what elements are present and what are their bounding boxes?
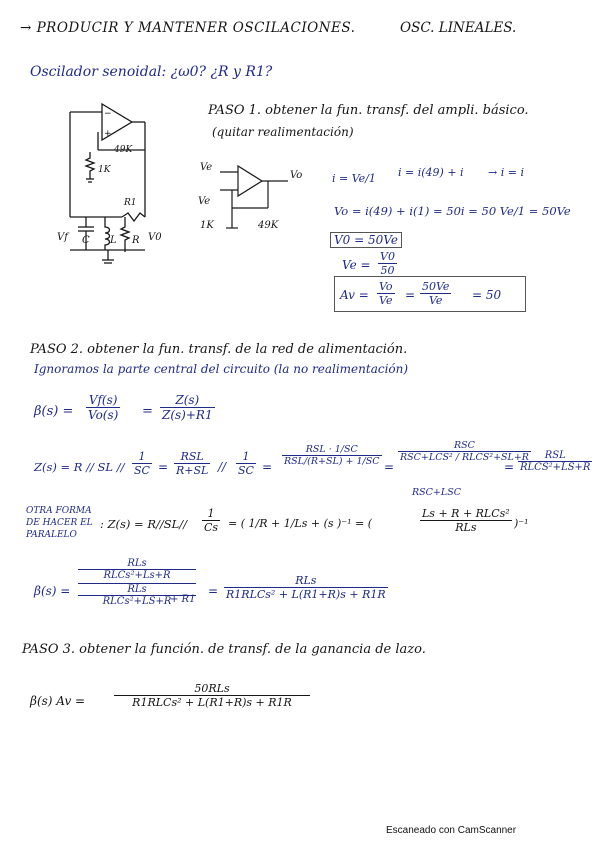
step3-frac (114, 682, 310, 709)
beta2-eq: = (208, 584, 219, 598)
z-alt-exp: )⁻¹ (514, 517, 529, 530)
z-equals-1: = (158, 460, 169, 474)
z-alt-mid: = ( 1/R + 1/Ls + (s )⁻¹ = ( (228, 517, 373, 530)
z-alt-frac-num: 1 (202, 507, 220, 521)
z-equals-3: = (384, 460, 395, 474)
z-alt-frac (202, 507, 220, 534)
step1-eq-av-num2: 50Ve (422, 280, 450, 293)
step1-eq-ve-frac (378, 250, 397, 277)
small-label-vo: Vo (290, 170, 303, 181)
step1-eq-i2: i = i(49) + i (398, 166, 464, 179)
z-frac2-den: SC (238, 464, 254, 477)
z-frac2 (236, 450, 256, 477)
step1-eq-av-result: = 50 (472, 288, 502, 302)
beta2-den-plus: + R1 (170, 594, 196, 605)
small-label-49k: 49K (258, 220, 279, 231)
z-lhs: Z(s) = R // SL // (34, 460, 125, 474)
beta-frac2 (160, 393, 215, 422)
beta-frac1 (86, 393, 120, 422)
step1-eq-ve-num: V0 (380, 250, 395, 263)
beta-den1: Vo(s) (88, 408, 119, 422)
z-eq5-num: RSL (518, 450, 592, 462)
step3-title: PASO 3. obtener la función. de transf. de la ganancia de lazo. (22, 642, 426, 657)
circuit-label-r: R (132, 235, 140, 246)
step2-subtitle: Ignoramos la parte central del circuito (la no realimentación) (34, 362, 409, 376)
svg-text:−: − (104, 109, 112, 119)
beta2-den-bot: RLCs²+LS+R (78, 595, 196, 607)
step3-lhs: β(s) Av = (30, 694, 86, 708)
z-equals-4: = (504, 460, 515, 474)
circuit-label-vf: Vf (57, 232, 68, 243)
z-alt-frac-den: Cs (204, 521, 219, 534)
z-eq4-extra: RSC+LSC (412, 487, 461, 498)
circuit-label-vo: V0 (148, 232, 162, 243)
beta2-result-num: RLs (224, 574, 388, 588)
step1-eq-ve-lhs: Ve = (342, 258, 371, 272)
step3-num: 50RLs (114, 682, 310, 696)
circuit-label-c: C (82, 235, 90, 246)
svg-text:+: + (104, 129, 112, 139)
z-eq2-frac (174, 450, 210, 477)
z-eq4-num: RSC (398, 440, 531, 452)
z-equals-2: = (262, 460, 273, 474)
step1-subtitle: (quitar realimentación) (212, 125, 354, 139)
step1-eq-ve-den: 50 (380, 264, 395, 277)
step1-eq-i3: → i = i (488, 166, 524, 179)
z-alt-result-frac (420, 507, 512, 534)
side-note-3: PARALELO (26, 530, 77, 540)
step1-eq-av-frac2 (420, 280, 451, 307)
beta-lhs: β(s) = (34, 404, 74, 419)
z-eq3-den: RSL/(R+SL) + 1/SC (284, 456, 380, 467)
scanner-watermark: Escaneado con CamScanner (386, 825, 517, 836)
circuit-label-l: L (110, 235, 117, 246)
step1-eq-av-den2: Ve (429, 294, 443, 307)
beta-num1: Vf(s) (86, 393, 120, 408)
z-eq2-den: R+SL (176, 464, 209, 477)
side-note-1: OTRA FORMA (26, 506, 92, 516)
z-eq3-frac (282, 444, 382, 467)
step3-den: R1RLCs² + L(R1+R)s + R1R (132, 696, 292, 709)
small-label-1k: 1K (200, 220, 214, 231)
side-note-2: DE HACER EL (26, 518, 93, 528)
z-par: // (218, 460, 227, 474)
beta2-result-den: R1RLCs² + L(R1+R)s + R1R (226, 588, 386, 601)
z-eq3-num: RSL · 1/SC (282, 444, 382, 456)
beta2-num-bot: RLCs²+Ls+R (78, 569, 196, 581)
beta-equals: = (142, 404, 153, 419)
z-alt-lhs: : Z(s) = R//SL// (100, 517, 188, 531)
beta2-result (224, 574, 388, 601)
z-eq4-den: RSC+LCS² / RLCS²+SL+R (400, 452, 529, 463)
step1-eq-av-num1: Vo (379, 280, 393, 293)
z-frac1-den: SC (134, 464, 150, 477)
z-eq2-num: RSL (174, 450, 210, 464)
beta2-num-top: RLs (127, 558, 147, 569)
step1-title: PASO 1. obtener la fun. transf. del ampli. básico. (208, 103, 529, 118)
step1-eq-av-lhs: Av = (340, 288, 369, 302)
z-eq5-frac (518, 450, 592, 473)
circuit-label-r1: R1 (124, 198, 137, 208)
circuit-label-1k: 1K (98, 165, 111, 175)
oscillator-heading: Oscilador senoidal: ¿ω0? ¿R y R1? (30, 64, 273, 80)
oscillator-circuit (50, 92, 230, 292)
step2-title: PASO 2. obtener la fun. transf. de la red de alimentación. (30, 342, 408, 357)
z-alt-den: RLs (455, 521, 477, 534)
z-frac1-num: 1 (132, 450, 152, 464)
z-frac2-num: 1 (236, 450, 256, 464)
circuit-label-49k: 49K (114, 145, 133, 155)
z-eq5-den: RLCS²+LS+R (520, 462, 591, 473)
beta2-den-top: RLs (127, 584, 147, 595)
z-alt-num: Ls + R + RLCs² (422, 507, 510, 520)
header-title-left: → PRODUCIR Y MANTENER OSCILACIONES. (20, 20, 356, 36)
header-title-right: OSC. LINEALES. (400, 20, 517, 36)
beta-den2: Z(s)+R1 (162, 408, 213, 422)
step1-eq-av-frac1 (377, 280, 395, 307)
step1-eq-av-equals: = (405, 288, 416, 302)
beta-num2: Z(s) (160, 393, 215, 408)
z-frac1 (132, 450, 152, 477)
amplifier-circuit (210, 158, 303, 238)
step1-boxed-vo: V0 = 50Ve (330, 232, 402, 248)
step1-eq-vo: Vo = i(49) + i(1) = 50i = 50 Ve/1 = 50Ve (334, 204, 571, 218)
step1-eq-i: i = Ve/1 (332, 172, 376, 185)
beta2-lhs: β(s) = (34, 584, 71, 598)
small-label-ve: Ve (200, 162, 213, 173)
step1-eq-av-den1: Ve (379, 294, 393, 307)
small-label-ve2: Ve (198, 196, 211, 207)
